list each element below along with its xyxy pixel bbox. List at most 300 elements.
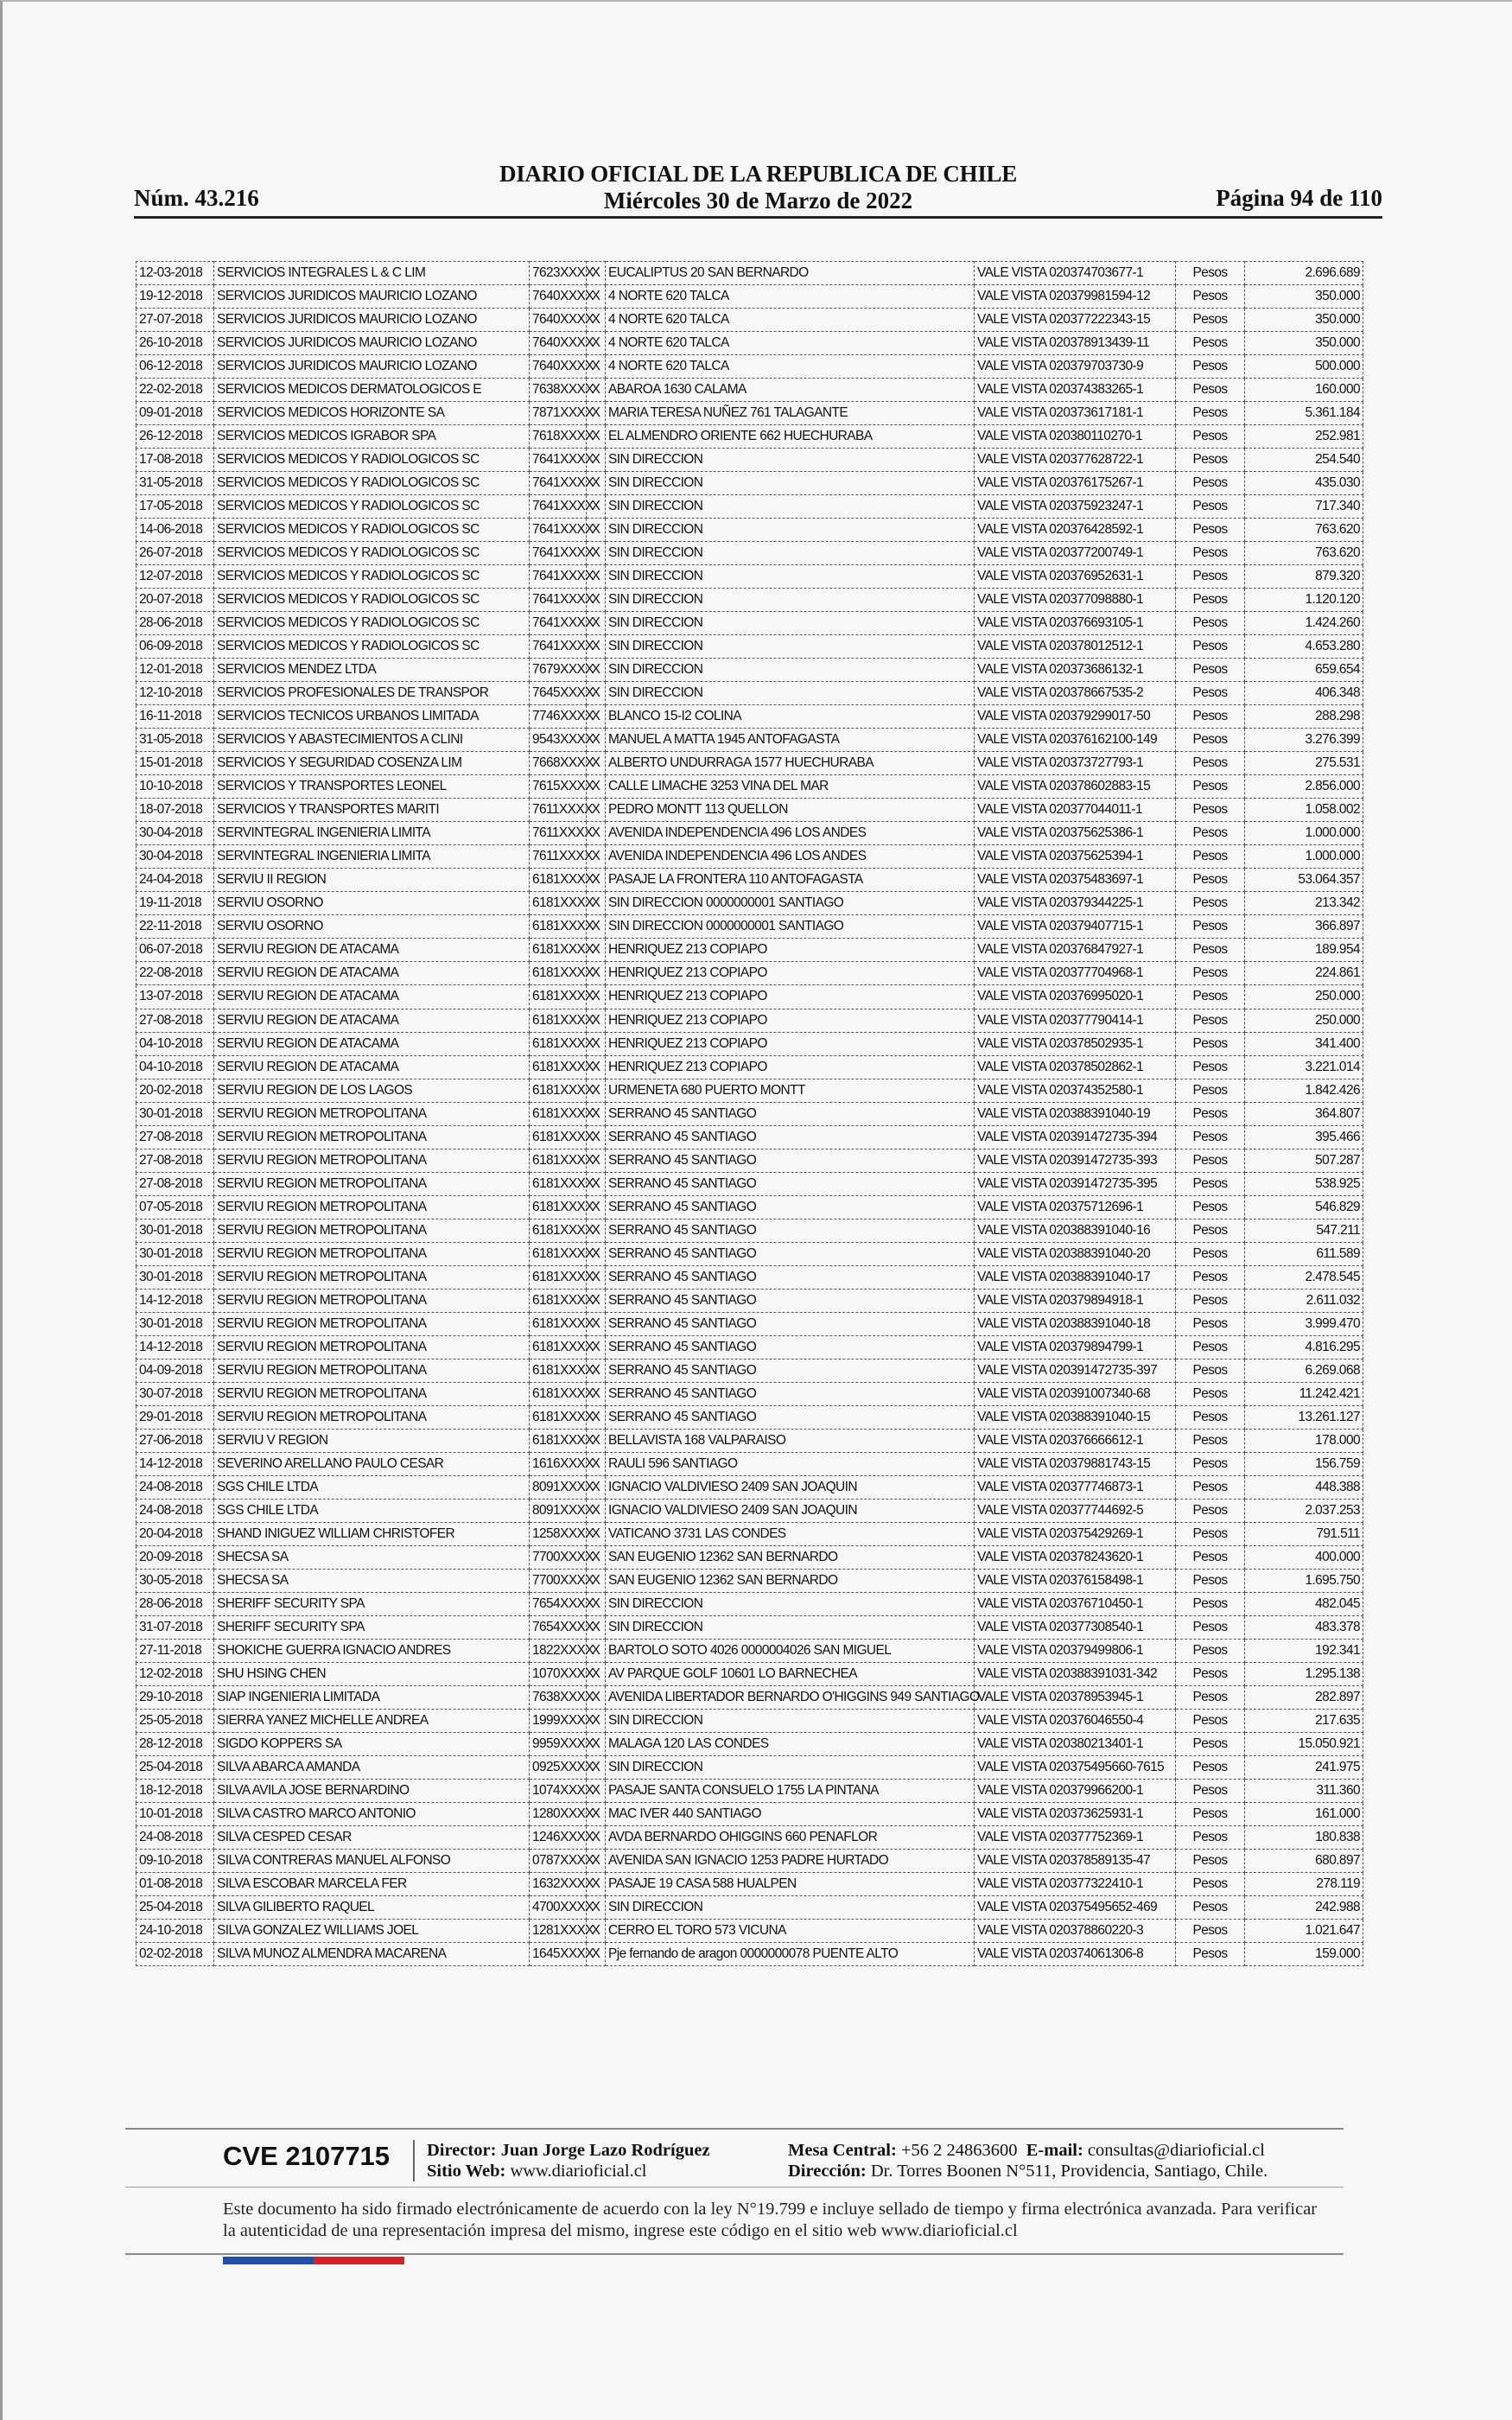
date-cell: 26-12-2018 (137, 425, 214, 449)
amount-cell: 282.897 (1245, 1685, 1363, 1709)
address-cell: SERRANO 45 SANTIAGO (606, 1172, 975, 1195)
currency-cell: Pesos (1176, 799, 1245, 822)
mark-cell: X (587, 1079, 606, 1102)
document-cell: VALE VISTA 020373625931-1 (975, 1803, 1176, 1826)
address-cell: HENRIQUEZ 213 COPIAPO (606, 962, 975, 985)
address-cell: EL ALMENDRO ORIENTE 662 HUECHURABA (606, 425, 975, 449)
amount-cell: 3.221.014 (1245, 1055, 1363, 1079)
date-cell: 25-04-2018 (137, 1896, 214, 1920)
document-cell: VALE VISTA 020377752369-1 (975, 1826, 1176, 1850)
name-cell: SILVA MUNOZ ALMENDRA MACARENA (214, 1943, 530, 1966)
date-cell: 06-09-2018 (137, 635, 214, 659)
currency-cell: Pesos (1176, 1499, 1245, 1522)
document-cell: VALE VISTA 020380213401-1 (975, 1732, 1176, 1755)
currency-cell: Pesos (1176, 962, 1245, 985)
document-cell: VALE VISTA 020377628722-1 (975, 449, 1176, 472)
amount-cell: 2.856.000 (1245, 775, 1363, 799)
document-cell: VALE VISTA 020388391031-342 (975, 1662, 1176, 1685)
mark-cell: X (587, 1943, 606, 1966)
rut-cell: 8091XXXX (530, 1499, 587, 1522)
name-cell: SERVICIOS MEDICOS Y RADIOLOGICOS SC (214, 589, 530, 612)
table-row (137, 1195, 1363, 1219)
currency-cell: Pesos (1176, 1452, 1245, 1475)
gazette-title: DIARIO OFICIAL DE LA REPUBLICA DE CHILE (499, 161, 1017, 187)
name-cell: SERVICIOS MEDICOS Y RADIOLOGICOS SC (214, 449, 530, 472)
rut-cell: 9959XXXX (530, 1732, 587, 1755)
document-cell: VALE VISTA 020374703677-1 (975, 262, 1176, 285)
mark-cell: X (587, 1499, 606, 1522)
name-cell: SERVIU REGION METROPOLITANA (214, 1312, 530, 1335)
mark-cell: X (587, 1615, 606, 1639)
address-cell: SIN DIRECCION (606, 612, 975, 635)
name-cell: SERVICIOS INTEGRALES L & C LIM (214, 262, 530, 285)
table-row (137, 1032, 1363, 1055)
rut-cell: 6181XXXX (530, 1102, 587, 1125)
table-row (137, 915, 1363, 939)
amount-cell: 4.816.295 (1245, 1335, 1363, 1359)
mark-cell: X (587, 1569, 606, 1592)
date-cell: 27-08-2018 (137, 1009, 214, 1032)
mark-cell: X (587, 1242, 606, 1265)
address-cell: VATICANO 3731 LAS CONDES (606, 1522, 975, 1545)
amount-cell: 156.759 (1245, 1452, 1363, 1475)
name-cell: SERVIU REGION DE LOS LAGOS (214, 1079, 530, 1102)
mark-cell: X (587, 449, 606, 472)
amount-cell: 250.000 (1245, 985, 1363, 1009)
rut-cell: 1822XXXX (530, 1639, 587, 1662)
rut-cell: 7641XXXX (530, 495, 587, 519)
document-cell: VALE VISTA 020377098880-1 (975, 589, 1176, 612)
document-cell: VALE VISTA 020378913439-11 (975, 332, 1176, 355)
rut-cell: 6181XXXX (530, 1149, 587, 1172)
document-cell: VALE VISTA 020376158498-1 (975, 1569, 1176, 1592)
document-cell: VALE VISTA 020373686132-1 (975, 659, 1176, 682)
currency-cell: Pesos (1176, 729, 1245, 752)
table-row (137, 729, 1363, 752)
address-cell: PASAJE 19 CASA 588 HUALPEN (606, 1873, 975, 1896)
mark-cell: X (587, 1149, 606, 1172)
amount-cell: 15.050.921 (1245, 1732, 1363, 1755)
address-cell: EUCALIPTUS 20 SAN BERNARDO (606, 262, 975, 285)
table-row (137, 1429, 1363, 1452)
amount-cell: 1.295.138 (1245, 1662, 1363, 1685)
currency-cell: Pesos (1176, 1592, 1245, 1615)
address-cell: BARTOLO SOTO 4026 0000004026 SAN MIGUEL (606, 1639, 975, 1662)
mark-cell: X (587, 1219, 606, 1242)
currency-cell: Pesos (1176, 495, 1245, 519)
rut-cell: 7638XXXX (530, 379, 587, 402)
amount-cell: 435.030 (1245, 472, 1363, 495)
currency-cell: Pesos (1176, 285, 1245, 309)
date-cell: 30-07-2018 (137, 1382, 214, 1405)
rut-cell: 7611XXXX (530, 799, 587, 822)
date-cell: 30-01-2018 (137, 1265, 214, 1289)
amount-cell: 4.653.280 (1245, 635, 1363, 659)
name-cell: SERVIU REGION METROPOLITANA (214, 1335, 530, 1359)
address-cell: SIN DIRECCION 0000000001 SANTIAGO (606, 892, 975, 915)
address-cell: 4 NORTE 620 TALCA (606, 332, 975, 355)
date-cell: 20-09-2018 (137, 1545, 214, 1569)
address-cell: ALBERTO UNDURRAGA 1577 HUECHURABA (606, 752, 975, 775)
mesa-label: Mesa Central: (788, 2141, 897, 2160)
address-cell: SIN DIRECCION (606, 472, 975, 495)
address-cell: AVENIDA LIBERTADOR BERNARDO O'HIGGINS 949 SANTIAGO (606, 1685, 975, 1709)
currency-cell: Pesos (1176, 1265, 1245, 1289)
document-cell: VALE VISTA 020376847927-1 (975, 939, 1176, 962)
currency-cell: Pesos (1176, 332, 1245, 355)
date-cell: 30-04-2018 (137, 845, 214, 869)
address-cell: AVENIDA INDEPENDENCIA 496 LOS ANDES (606, 845, 975, 869)
currency-cell: Pesos (1176, 939, 1245, 962)
amount-cell: 366.897 (1245, 915, 1363, 939)
rut-cell: 6181XXXX (530, 1055, 587, 1079)
document-cell: VALE VISTA 020391472735-393 (975, 1149, 1176, 1172)
site-label: Sitio Web: (427, 2162, 506, 2181)
table-row (137, 1172, 1363, 1195)
address-cell: SIN DIRECCION (606, 1709, 975, 1732)
document-cell: VALE VISTA 020376428592-1 (975, 519, 1176, 542)
amount-cell: 178.000 (1245, 1429, 1363, 1452)
document-cell: VALE VISTA 020391472735-394 (975, 1125, 1176, 1149)
document-cell: VALE VISTA 020379881743-15 (975, 1452, 1176, 1475)
name-cell: SERVIU REGION DE ATACAMA (214, 962, 530, 985)
currency-cell: Pesos (1176, 752, 1245, 775)
amount-cell: 547.211 (1245, 1219, 1363, 1242)
date-cell: 28-12-2018 (137, 1732, 214, 1755)
name-cell: SERVIU REGION METROPOLITANA (214, 1125, 530, 1149)
rut-cell: 6181XXXX (530, 892, 587, 915)
currency-cell: Pesos (1176, 682, 1245, 705)
document-cell: VALE VISTA 020373617181-1 (975, 402, 1176, 425)
address-cell: SERRANO 45 SANTIAGO (606, 1312, 975, 1335)
name-cell: SERVICIOS MEDICOS HORIZONTE SA (214, 402, 530, 425)
name-cell: SERVICIOS Y TRANSPORTES MARITI (214, 799, 530, 822)
table-row (137, 589, 1363, 612)
table-row (137, 1149, 1363, 1172)
date-cell: 29-01-2018 (137, 1405, 214, 1429)
currency-cell: Pesos (1176, 845, 1245, 869)
currency-cell: Pesos (1176, 565, 1245, 589)
name-cell: SERVICIOS MEDICOS Y RADIOLOGICOS SC (214, 635, 530, 659)
amount-cell: 1.000.000 (1245, 822, 1363, 845)
mark-cell: X (587, 659, 606, 682)
table-row (137, 612, 1363, 635)
address-cell: 4 NORTE 620 TALCA (606, 355, 975, 379)
address-cell: SERRANO 45 SANTIAGO (606, 1125, 975, 1149)
document-cell: VALE VISTA 020388391040-20 (975, 1242, 1176, 1265)
amount-cell: 482.045 (1245, 1592, 1363, 1615)
mark-cell: X (587, 1850, 606, 1873)
mark-cell: X (587, 519, 606, 542)
currency-cell: Pesos (1176, 612, 1245, 635)
rut-cell: 8091XXXX (530, 1475, 587, 1499)
rut-cell: 6181XXXX (530, 1032, 587, 1055)
document-cell: VALE VISTA 020388391040-15 (975, 1405, 1176, 1429)
date-cell: 24-08-2018 (137, 1826, 214, 1850)
issue-number: Núm. 43.216 (134, 185, 259, 211)
table-row (137, 1265, 1363, 1289)
currency-cell: Pesos (1176, 1662, 1245, 1685)
currency-cell: Pesos (1176, 1125, 1245, 1149)
date-cell: 30-05-2018 (137, 1569, 214, 1592)
address-cell: SIN DIRECCION (606, 589, 975, 612)
currency-cell: Pesos (1176, 1405, 1245, 1429)
amount-cell: 2.611.032 (1245, 1289, 1363, 1312)
date-cell: 29-10-2018 (137, 1685, 214, 1709)
mark-cell: X (587, 1592, 606, 1615)
table-row (137, 519, 1363, 542)
name-cell: SERVIU REGION METROPOLITANA (214, 1382, 530, 1405)
name-cell: SERVICIOS MEDICOS DERMATOLOGICOS E (214, 379, 530, 402)
rut-cell: 7641XXXX (530, 542, 587, 565)
mark-cell: X (587, 495, 606, 519)
table-row (137, 985, 1363, 1009)
site-link[interactable]: www.diarioficial.cl (510, 2162, 647, 2181)
document-cell: VALE VISTA 020374352580-1 (975, 1079, 1176, 1102)
amount-cell: 1.000.000 (1245, 845, 1363, 869)
address-cell: SERRANO 45 SANTIAGO (606, 1405, 975, 1429)
mark-cell: X (587, 425, 606, 449)
document-cell: VALE VISTA 020375495652-469 (975, 1896, 1176, 1920)
mark-cell: X (587, 1685, 606, 1709)
table-row (137, 1522, 1363, 1545)
table-row (137, 1615, 1363, 1639)
amount-cell: 217.635 (1245, 1709, 1363, 1732)
date-cell: 26-07-2018 (137, 542, 214, 565)
address-cell: SIN DIRECCION (606, 1592, 975, 1615)
date-cell: 04-10-2018 (137, 1055, 214, 1079)
table-row (137, 285, 1363, 309)
date-cell: 07-05-2018 (137, 1195, 214, 1219)
mark-cell: X (587, 1756, 606, 1780)
rut-cell: 6181XXXX (530, 1335, 587, 1359)
mark-cell: X (587, 1873, 606, 1896)
date-cell: 14-12-2018 (137, 1289, 214, 1312)
amount-cell: 3.276.399 (1245, 729, 1363, 752)
amount-cell: 1.021.647 (1245, 1920, 1363, 1943)
gazette-date: Miércoles 30 de Marzo de 2022 (603, 188, 913, 213)
address-label: Dirección: (788, 2162, 867, 2181)
table-row (137, 425, 1363, 449)
currency-cell: Pesos (1176, 1289, 1245, 1312)
rut-cell: 7641XXXX (530, 519, 587, 542)
mark-cell: X (587, 892, 606, 915)
name-cell: SERVICIOS MEDICOS Y RADIOLOGICOS SC (214, 495, 530, 519)
currency-cell: Pesos (1176, 1335, 1245, 1359)
date-cell: 26-10-2018 (137, 332, 214, 355)
date-cell: 14-06-2018 (137, 519, 214, 542)
flag-blue-stripe (223, 2257, 314, 2264)
amount-cell: 659.654 (1245, 659, 1363, 682)
address-cell: Pje fernando de aragon 0000000078 PUENTE ALTO (606, 1943, 975, 1966)
table-row (137, 892, 1363, 915)
name-cell: SERVIU V REGION (214, 1429, 530, 1452)
table-row (137, 1382, 1363, 1405)
mark-cell: X (587, 1522, 606, 1545)
address-cell: AVDA BERNARDO OHIGGINS 660 PENAFLOR (606, 1826, 975, 1850)
table-row (137, 1545, 1363, 1569)
table-row (137, 962, 1363, 985)
name-cell: SERVIU REGION DE ATACAMA (214, 1055, 530, 1079)
currency-cell: Pesos (1176, 1382, 1245, 1405)
document-cell: VALE VISTA 020378589135-47 (975, 1850, 1176, 1873)
table-row (137, 495, 1363, 519)
rut-cell: 7746XXXX (530, 705, 587, 729)
email-link[interactable]: consultas@diarioficial.cl (1087, 2141, 1265, 2160)
table-row (137, 799, 1363, 822)
document-cell: VALE VISTA 020379499806-1 (975, 1639, 1176, 1662)
name-cell: SERVICIOS JURIDICOS MAURICIO LOZANO (214, 285, 530, 309)
address-cell: SERRANO 45 SANTIAGO (606, 1289, 975, 1312)
currency-cell: Pesos (1176, 425, 1245, 449)
date-cell: 12-07-2018 (137, 565, 214, 589)
rut-cell: 7623XXXX (530, 262, 587, 285)
date-cell: 25-04-2018 (137, 1756, 214, 1780)
amount-cell: 546.829 (1245, 1195, 1363, 1219)
amount-cell: 717.340 (1245, 495, 1363, 519)
mark-cell: X (587, 1803, 606, 1826)
amount-cell: 763.620 (1245, 542, 1363, 565)
table-row (137, 705, 1363, 729)
table-row (137, 542, 1363, 565)
name-cell: SERVINTEGRAL INGENIERIA LIMITA (214, 845, 530, 869)
amount-cell: 3.999.470 (1245, 1312, 1363, 1335)
name-cell: SILVA ESCOBAR MARCELA FER (214, 1873, 530, 1896)
date-cell: 28-06-2018 (137, 612, 214, 635)
name-cell: SHERIFF SECURITY SPA (214, 1592, 530, 1615)
table-row (137, 1452, 1363, 1475)
currency-cell: Pesos (1176, 892, 1245, 915)
rut-cell: 6181XXXX (530, 1079, 587, 1102)
table-row (137, 1569, 1363, 1592)
currency-cell: Pesos (1176, 1615, 1245, 1639)
mark-cell: X (587, 1289, 606, 1312)
currency-cell: Pesos (1176, 1312, 1245, 1335)
amount-cell: 879.320 (1245, 565, 1363, 589)
mark-cell: X (587, 1102, 606, 1125)
name-cell: SGS CHILE LTDA (214, 1475, 530, 1499)
date-cell: 20-02-2018 (137, 1079, 214, 1102)
name-cell: SERVIU REGION METROPOLITANA (214, 1405, 530, 1429)
table-row (137, 1732, 1363, 1755)
name-cell: SERVICIOS Y TRANSPORTES LEONEL (214, 775, 530, 799)
document-cell: VALE VISTA 020375625394-1 (975, 845, 1176, 869)
rut-cell: 7668XXXX (530, 752, 587, 775)
amount-cell: 1.058.002 (1245, 799, 1363, 822)
amount-cell: 161.000 (1245, 1803, 1363, 1826)
rut-cell: 1070XXXX (530, 1662, 587, 1685)
table-row (137, 402, 1363, 425)
amount-cell: 11.242.421 (1245, 1382, 1363, 1405)
mark-cell: X (587, 1172, 606, 1195)
rut-cell: 6181XXXX (530, 1265, 587, 1289)
date-cell: 22-11-2018 (137, 915, 214, 939)
document-cell: VALE VISTA 020379966200-1 (975, 1780, 1176, 1803)
table-row (137, 1685, 1363, 1709)
document-cell: VALE VISTA 020378243620-1 (975, 1545, 1176, 1569)
rut-cell: 7871XXXX (530, 402, 587, 425)
document-cell: VALE VISTA 020380110270-1 (975, 425, 1176, 449)
currency-cell: Pesos (1176, 542, 1245, 565)
rut-cell: 1074XXXX (530, 1780, 587, 1803)
date-cell: 31-05-2018 (137, 729, 214, 752)
document-cell: VALE VISTA 020376995020-1 (975, 985, 1176, 1009)
amount-cell: 507.287 (1245, 1149, 1363, 1172)
date-cell: 24-04-2018 (137, 869, 214, 892)
rut-cell: 6181XXXX (530, 869, 587, 892)
name-cell: SERVIU REGION METROPOLITANA (214, 1172, 530, 1195)
table-row (137, 472, 1363, 495)
document-cell: VALE VISTA 020378502862-1 (975, 1055, 1176, 1079)
rut-cell: 6181XXXX (530, 962, 587, 985)
name-cell: SERVIU REGION DE ATACAMA (214, 1032, 530, 1055)
amount-cell: 1.120.120 (1245, 589, 1363, 612)
table-row (137, 635, 1363, 659)
date-cell: 12-01-2018 (137, 659, 214, 682)
director-name: Juan Jorge Lazo Rodríguez (500, 2141, 710, 2160)
name-cell: SERVICIOS MEDICOS Y RADIOLOGICOS SC (214, 542, 530, 565)
document-cell: VALE VISTA 020379344225-1 (975, 892, 1176, 915)
mark-cell: X (587, 355, 606, 379)
document-cell: VALE VISTA 020388391040-18 (975, 1312, 1176, 1335)
mark-cell: X (587, 729, 606, 752)
mark-cell: X (587, 822, 606, 845)
mark-cell: X (587, 682, 606, 705)
name-cell: SHAND INIGUEZ WILLIAM CHRISTOFER (214, 1522, 530, 1545)
flag-red-stripe (314, 2257, 404, 2264)
currency-cell: Pesos (1176, 379, 1245, 402)
table-row (137, 1803, 1363, 1826)
mark-cell: X (587, 1545, 606, 1569)
currency-cell: Pesos (1176, 1102, 1245, 1125)
currency-cell: Pesos (1176, 1826, 1245, 1850)
name-cell: SERVICIOS MEDICOS Y RADIOLOGICOS SC (214, 519, 530, 542)
document-cell: VALE VISTA 020391472735-397 (975, 1359, 1176, 1382)
amount-cell: 791.511 (1245, 1522, 1363, 1545)
currency-cell: Pesos (1176, 262, 1245, 285)
date-cell: 17-05-2018 (137, 495, 214, 519)
name-cell: SERVIU REGION METROPOLITANA (214, 1265, 530, 1289)
mark-cell: X (587, 939, 606, 962)
address-cell: URMENETA 680 PUERTO MONTT (606, 1079, 975, 1102)
address-cell: MALAGA 120 LAS CONDES (606, 1732, 975, 1755)
rut-cell: 6181XXXX (530, 939, 587, 962)
table-row (137, 449, 1363, 472)
header-rule (134, 216, 1382, 219)
legal-notice: Este documento ha sido firmado electrónicamente de acuerdo con la ley N°19.799 e incluye sellado de tiempo y firma electrónica avanzada. Para verificar la autenticidad de una representación impresa del mismo, ingrese este código en el sitio web www.diarioficial.cl (223, 2200, 1318, 2240)
date-cell: 04-09-2018 (137, 1359, 214, 1382)
rut-cell: 6181XXXX (530, 1242, 587, 1265)
mark-cell: X (587, 1920, 606, 1943)
document-cell: VALE VISTA 020375712696-1 (975, 1195, 1176, 1219)
rut-cell: 6181XXXX (530, 1125, 587, 1149)
amount-cell: 275.531 (1245, 752, 1363, 775)
address-cell: MANUEL A MATTA 1945 ANTOFAGASTA (606, 729, 975, 752)
date-cell: 10-10-2018 (137, 775, 214, 799)
date-cell: 25-05-2018 (137, 1709, 214, 1732)
date-cell: 31-05-2018 (137, 472, 214, 495)
address-cell: IGNACIO VALDIVIESO 2409 SAN JOAQUIN (606, 1499, 975, 1522)
currency-cell: Pesos (1176, 1172, 1245, 1195)
date-cell: 30-01-2018 (137, 1219, 214, 1242)
currency-cell: Pesos (1176, 472, 1245, 495)
document-cell: VALE VISTA 020378667535-2 (975, 682, 1176, 705)
document-cell: VALE VISTA 020376710450-1 (975, 1592, 1176, 1615)
rut-cell: 1632XXXX (530, 1873, 587, 1896)
date-cell: 12-02-2018 (137, 1662, 214, 1685)
amount-cell: 400.000 (1245, 1545, 1363, 1569)
amount-cell: 538.925 (1245, 1172, 1363, 1195)
